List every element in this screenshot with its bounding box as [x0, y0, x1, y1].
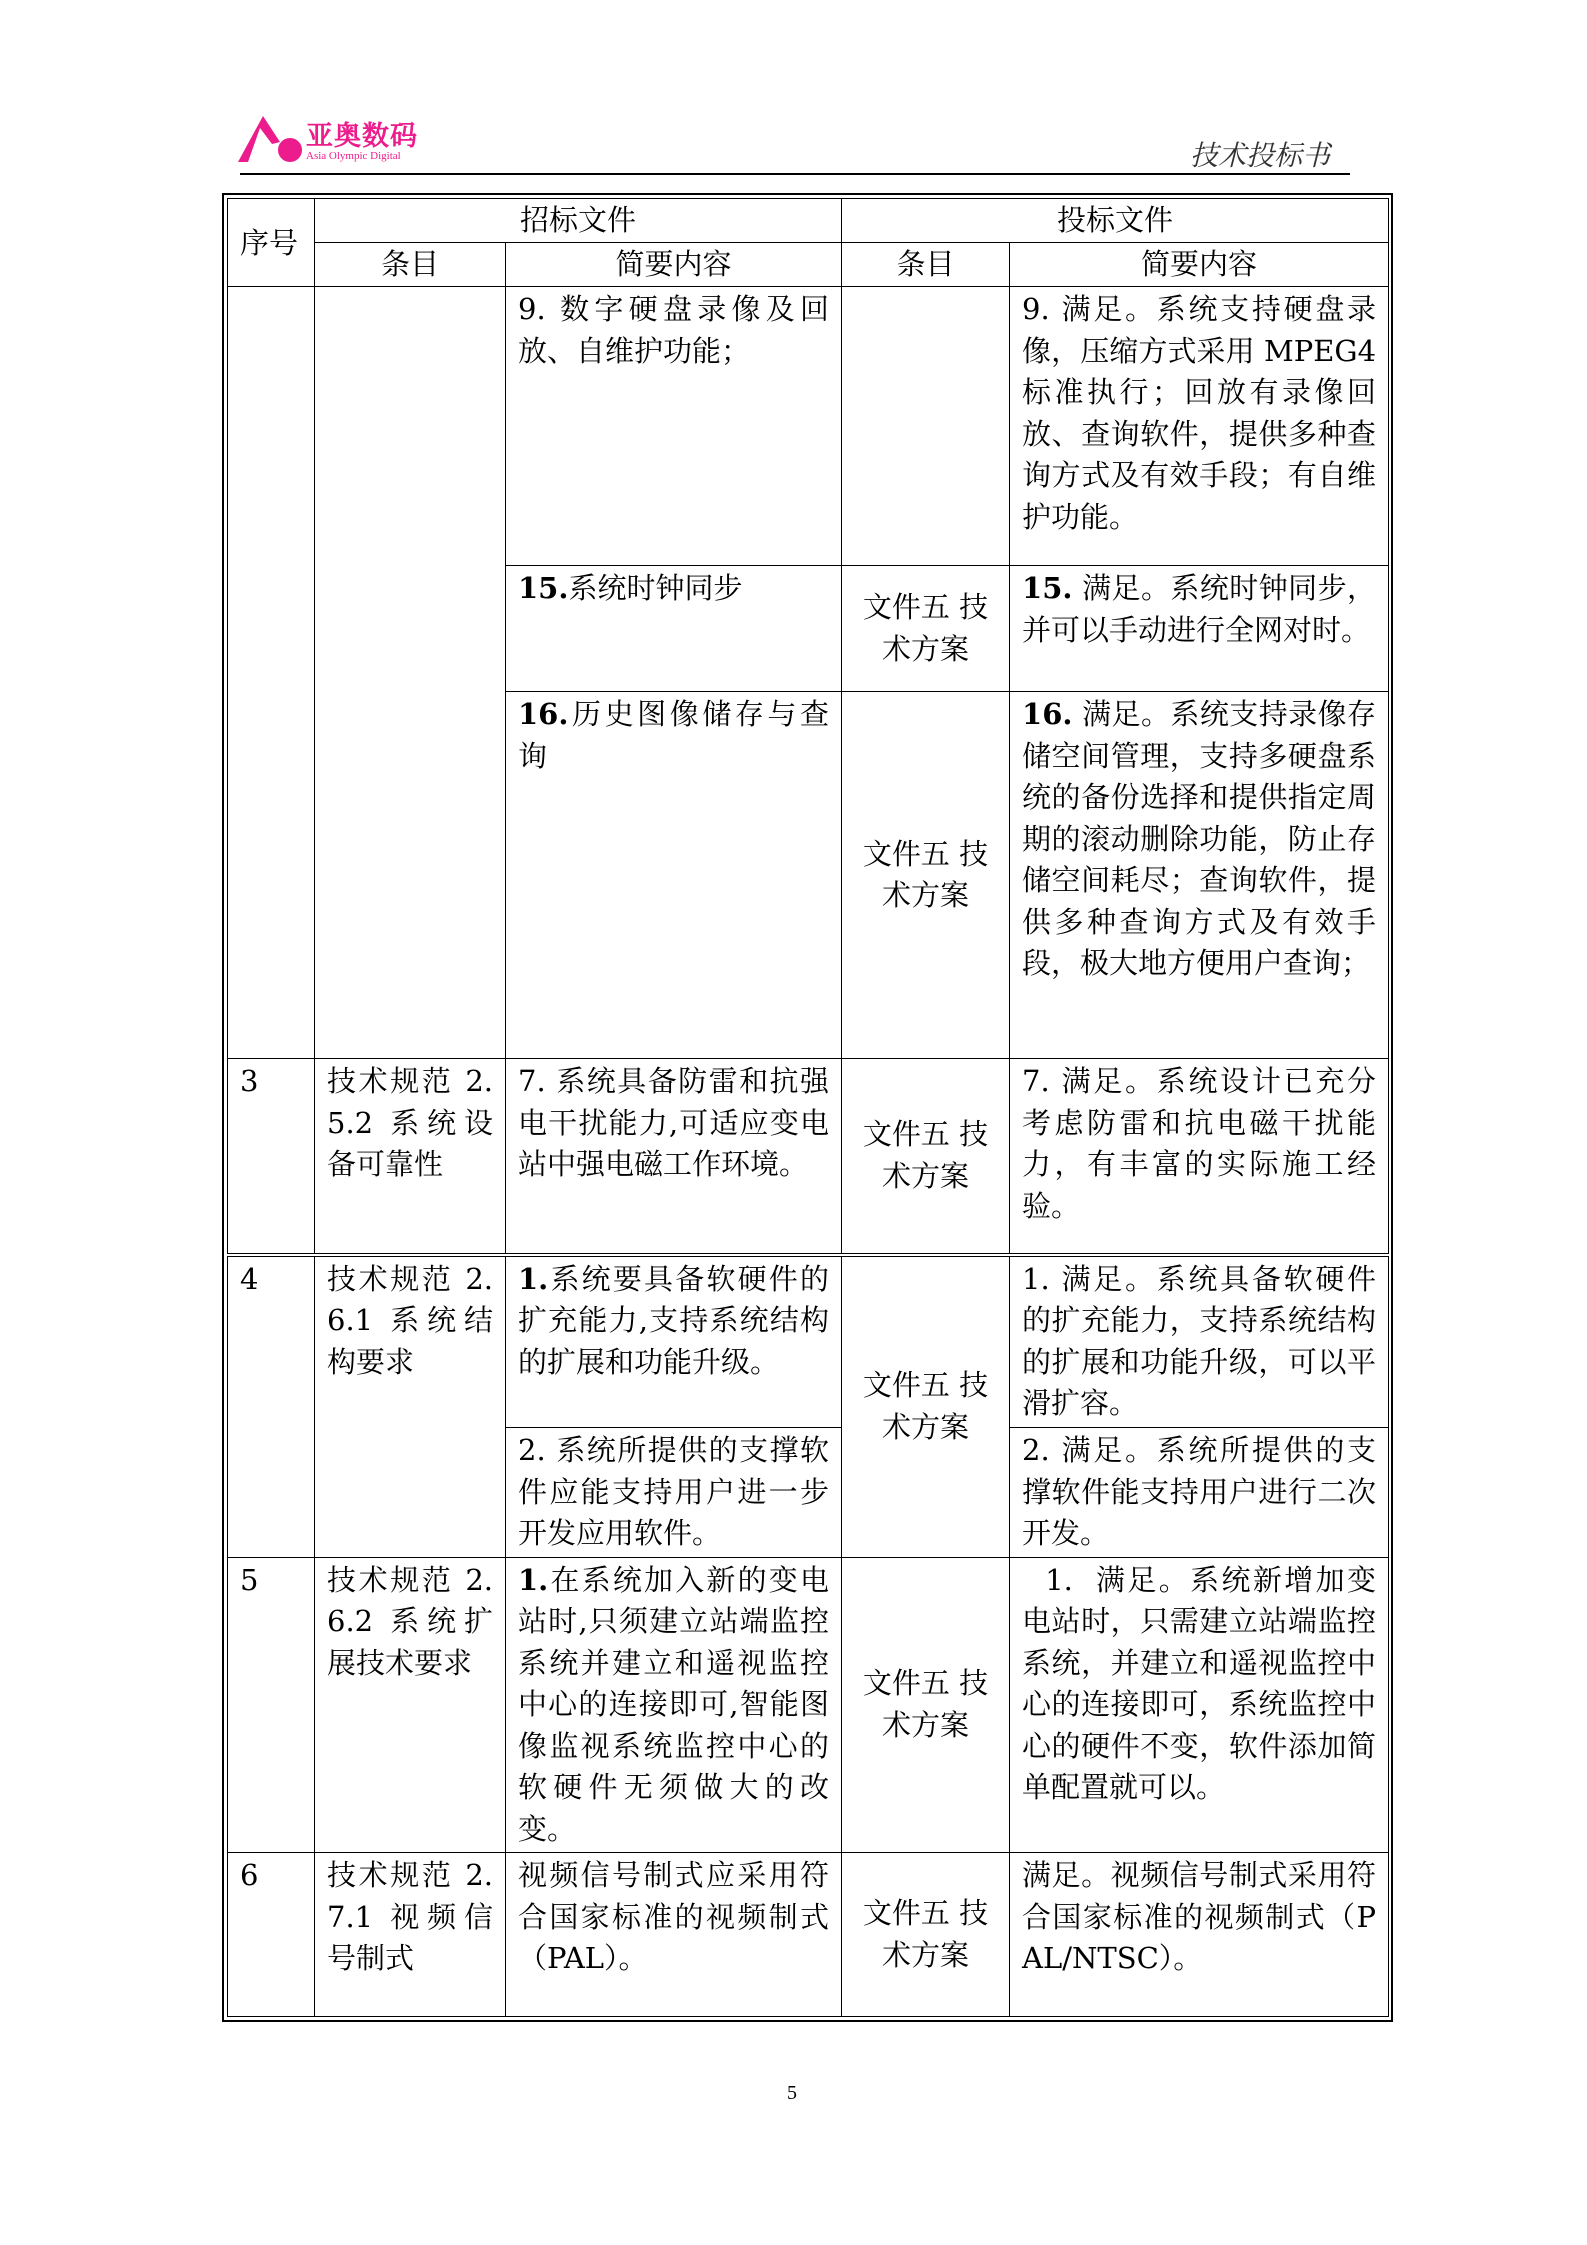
requirement-number: 1. — [518, 1261, 549, 1296]
table-row — [228, 1059, 1389, 1255]
response-cell — [1010, 692, 1389, 1059]
table-row — [228, 1853, 1389, 2017]
seq-cell — [228, 287, 315, 1059]
response-number: 15. — [1022, 571, 1073, 605]
response-number: 16. — [1022, 697, 1073, 731]
requirement-number: 15. — [518, 571, 569, 605]
header-item: 条目 — [315, 243, 506, 287]
seq-cell: 3 — [228, 1059, 315, 1255]
response-cell: 9. 满足。系统支持硬盘录像，压缩方式采用 MPEG4 标准执行；回放有录像回放、查询软件，提供多种查询方式及有效手段；有自维护功能。 — [1010, 287, 1389, 566]
requirement-cell: 9. 数字硬盘录像及回放、自维护功能； — [506, 287, 842, 566]
seq-cell: 4 — [228, 1255, 315, 1558]
seq-cell: 6 — [228, 1853, 315, 2017]
header-summary-bid: 简要内容 — [1010, 243, 1389, 287]
requirement-cell: 2. 系统所提供的支撑软件应能支持用户进一步开发应用软件。 — [506, 1428, 842, 1558]
requirement-number: 16. — [518, 697, 569, 731]
table-row — [228, 287, 1389, 566]
response-cell: 满足。视频信号制式采用符合国家标准的视频制式（PAL/NTSC）。 — [1010, 1853, 1389, 2017]
compliance-table — [227, 198, 1389, 2017]
page-number: 5 — [787, 2082, 797, 2104]
reference-cell: 文件五 技术方案 — [842, 1255, 1010, 1558]
compliance-table-frame — [222, 193, 1393, 2022]
header-seq: 序号 — [228, 199, 315, 287]
table-row — [228, 1557, 1389, 1853]
logo-subtitle: Asia Olympic Digital — [306, 150, 401, 162]
seq-cell: 5 — [228, 1557, 315, 1853]
item-cell: 技术规范 2.7.1 视频信号制式 — [315, 1853, 506, 2017]
requirement-text: 历史图像储存与查询 — [518, 697, 830, 773]
requirement-text: 系统时钟同步 — [568, 571, 743, 605]
header-bid: 投标文件 — [842, 199, 1389, 243]
requirement-cell — [506, 1557, 842, 1853]
requirement-text: 在系统加入新的变电站时,只须建立站端监控系统并建立和遥视监控中心的连接即可,智能图像监视系统监控中心的软硬件无须做大的改变。 — [518, 1562, 830, 1846]
response-text: 满足。系统时钟同步，并可以手动进行全网对时。 — [1022, 571, 1377, 647]
reference-cell: 文件五 技术方案 — [842, 1557, 1010, 1853]
header-tender: 招标文件 — [315, 199, 842, 243]
header-summary: 简要内容 — [506, 243, 842, 287]
requirement-cell — [506, 1255, 842, 1428]
reference-cell: 文件五 技术方案 — [842, 1059, 1010, 1255]
requirement-number: 1. — [518, 1562, 549, 1597]
header-divider — [240, 173, 1350, 175]
response-cell: 2. 满足。系统所提供的支撑软件能支持用户进行二次开发。 — [1010, 1428, 1389, 1558]
header-item-bid: 条目 — [842, 243, 1010, 287]
logo-text: 亚奥数码 — [306, 121, 418, 152]
item-cell — [315, 287, 506, 1059]
reference-cell: 文件五 技术方案 — [842, 566, 1010, 692]
requirement-cell — [506, 566, 842, 692]
document-title: 技术投标书 — [1190, 139, 1331, 172]
item-cell: 技术规范 2.6.1 系统结构要求 — [315, 1255, 506, 1558]
response-cell: 7. 满足。系统设计已充分考虑防雷和抗电磁干扰能力，有丰富的实际施工经验。 — [1010, 1059, 1389, 1255]
table-row — [228, 1255, 1389, 1428]
reference-cell: 文件五 技术方案 — [842, 1853, 1010, 2017]
reference-cell — [842, 287, 1010, 566]
response-cell: 1. 满足。系统新增加变电站时，只需建立站端监控系统，并建立和遥视监控中心的连接即可，系统监控中心的硬件不变，软件添加简单配置就可以。 — [1010, 1557, 1389, 1853]
item-cell: 技术规范 2.5.2 系统设备可靠性 — [315, 1059, 506, 1255]
requirement-text: 系统要具备软硬件的扩充能力,支持系统结构的扩展和功能升级。 — [518, 1261, 830, 1379]
response-cell — [1010, 566, 1389, 692]
requirement-cell — [506, 692, 842, 1059]
reference-cell: 文件五 技术方案 — [842, 692, 1010, 1059]
item-cell: 技术规范 2.6.2 系统扩展技术要求 — [315, 1557, 506, 1853]
response-cell: 1. 满足。系统具备软硬件的扩充能力，支持系统结构的扩展和功能升级，可以平滑扩容。 — [1010, 1255, 1389, 1428]
response-text: 满足。系统支持录像存储空间管理，支持多硬盘系统的备份选择和提供指定周期的滚动删除功能，防止存储空间耗尽；查询软件，提供多种查询方式及有效手段，极大地方便用户查询； — [1022, 697, 1377, 980]
requirement-cell: 视频信号制式应采用符合国家标准的视频制式（PAL）。 — [506, 1853, 842, 2017]
requirement-cell: 7. 系统具备防雷和抗强电干扰能力,可适应变电站中强电磁工作环境。 — [506, 1059, 842, 1255]
